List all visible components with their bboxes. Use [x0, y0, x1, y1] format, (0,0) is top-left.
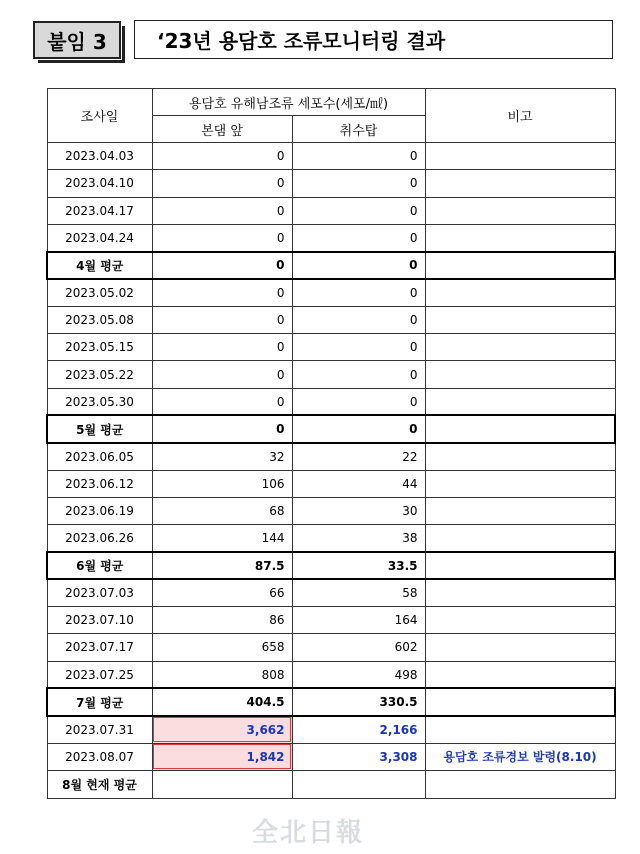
- site1-cell: 0: [152, 170, 292, 197]
- note-cell: [425, 579, 615, 606]
- site2-average: 0: [292, 252, 425, 279]
- note-cell: [425, 143, 615, 170]
- site1-cell: 0: [152, 306, 292, 333]
- table-row: [47, 306, 615, 333]
- date-cell: 2023.06.19: [47, 497, 152, 524]
- site2-cell: 22: [292, 443, 425, 470]
- date-cell: 2023.07.25: [47, 661, 152, 688]
- site1-cell: 144: [152, 525, 292, 552]
- note-cell: [425, 552, 615, 579]
- page-title-text: ‘23년 용담호 조류모니터링 결과: [157, 29, 446, 53]
- table-row: [47, 334, 615, 361]
- alert-note: 용담호 조류경보 발령(8.10): [425, 743, 615, 770]
- page-title: [134, 20, 613, 59]
- average-label: 5월 평균: [47, 415, 152, 442]
- site1-cell-highlighted: 1,842: [152, 743, 292, 770]
- table-row: [47, 579, 615, 606]
- note-cell: [425, 388, 615, 415]
- note-cell: [425, 525, 615, 552]
- note-cell: [425, 661, 615, 688]
- date-cell: 2023.06.05: [47, 443, 152, 470]
- site2-cell: 2,166: [292, 716, 425, 743]
- note-cell: [425, 497, 615, 524]
- site1-cell: 0: [152, 361, 292, 388]
- site1-cell: 68: [152, 497, 292, 524]
- table-row: [47, 743, 615, 770]
- site2-cell: 44: [292, 470, 425, 497]
- note-cell: [425, 361, 615, 388]
- table-row: [47, 361, 615, 388]
- site2-cell: 498: [292, 661, 425, 688]
- note-cell: [425, 197, 615, 224]
- site2-cell: 58: [292, 579, 425, 606]
- date-cell: 2023.05.15: [47, 334, 152, 361]
- note-cell: [425, 279, 615, 306]
- site2-average: 33.5: [292, 552, 425, 579]
- table-row: [47, 197, 615, 224]
- site2-cell: 0: [292, 388, 425, 415]
- date-cell: 2023.04.17: [47, 197, 152, 224]
- site2-cell: 3,308: [292, 743, 425, 770]
- date-cell: 2023.06.26: [47, 525, 152, 552]
- site1-cell: 0: [152, 224, 292, 251]
- date-cell: 2023.07.03: [47, 579, 152, 606]
- note-cell: [425, 607, 615, 634]
- site1-cell: 0: [152, 334, 292, 361]
- site2-cell: 38: [292, 525, 425, 552]
- site2-average: 0: [292, 415, 425, 442]
- site1-cell: 0: [152, 143, 292, 170]
- monthly-average-row: [47, 688, 615, 715]
- col-header-note: 비고: [425, 89, 615, 143]
- table-row: [47, 170, 615, 197]
- table-row: [47, 525, 615, 552]
- date-cell: 2023.05.22: [47, 361, 152, 388]
- date-cell: 2023.07.10: [47, 607, 152, 634]
- site1-average: 87.5: [152, 552, 292, 579]
- site1-cell: 808: [152, 661, 292, 688]
- table-row: [47, 279, 615, 306]
- note-cell: [425, 170, 615, 197]
- attachment-tag: [33, 21, 121, 59]
- table-row: [47, 661, 615, 688]
- site2-cell: 0: [292, 361, 425, 388]
- attachment-tag-label: 붙임 3: [47, 29, 107, 54]
- note-cell: [425, 415, 615, 442]
- note-cell: [425, 252, 615, 279]
- table-row: [47, 443, 615, 470]
- table-row: [47, 224, 615, 251]
- site1-average: 0: [152, 415, 292, 442]
- table-row: [47, 497, 615, 524]
- site1-cell: 66: [152, 579, 292, 606]
- note-cell: [425, 334, 615, 361]
- note-cell: [425, 634, 615, 661]
- date-cell: 2023.07.31: [47, 716, 152, 743]
- date-cell: 2023.04.24: [47, 224, 152, 251]
- site2-cell: 164: [292, 607, 425, 634]
- site1-average: 0: [152, 252, 292, 279]
- site1-cell: 86: [152, 607, 292, 634]
- table-row: [47, 607, 615, 634]
- col-header-site1: 본댐 앞: [152, 116, 292, 143]
- note-cell: [425, 688, 615, 715]
- newspaper-watermark: 全北日報: [252, 818, 365, 848]
- table-row: [47, 470, 615, 497]
- site1-cell: 0: [152, 388, 292, 415]
- site1-cell: 0: [152, 197, 292, 224]
- table-row: [47, 143, 615, 170]
- table-row: [47, 634, 615, 661]
- note-cell: [425, 470, 615, 497]
- average-label: 8월 현재 평균: [47, 770, 152, 798]
- note-cell: [425, 770, 615, 798]
- average-label: 6월 평균: [47, 552, 152, 579]
- header-row-1: [47, 89, 615, 116]
- site1-cell-highlighted: 3,662: [152, 716, 292, 743]
- date-cell: 2023.05.08: [47, 306, 152, 333]
- note-cell: [425, 224, 615, 251]
- date-cell: 2023.08.07: [47, 743, 152, 770]
- site2-cell: 0: [292, 197, 425, 224]
- site1-average: 404.5: [152, 688, 292, 715]
- site2-cell: 602: [292, 634, 425, 661]
- monthly-average-row: [47, 552, 615, 579]
- date-cell: 2023.04.10: [47, 170, 152, 197]
- note-cell: [425, 716, 615, 743]
- site2-cell: 0: [292, 170, 425, 197]
- site1-cell: 32: [152, 443, 292, 470]
- table-row: [47, 388, 615, 415]
- monthly-average-row: [47, 252, 615, 279]
- date-cell: 2023.04.03: [47, 143, 152, 170]
- average-label: 4월 평균: [47, 252, 152, 279]
- site2-average: 330.5: [292, 688, 425, 715]
- current-average-row: [47, 770, 615, 798]
- site2-cell: 30: [292, 497, 425, 524]
- site2-cell: 0: [292, 143, 425, 170]
- site2-cell: 0: [292, 334, 425, 361]
- site2-cell: 0: [292, 224, 425, 251]
- col-header-date: 조사일: [47, 89, 152, 143]
- site1-cell: 106: [152, 470, 292, 497]
- site1-average: [152, 770, 292, 798]
- note-cell: [425, 443, 615, 470]
- date-cell: 2023.06.12: [47, 470, 152, 497]
- site1-cell: 0: [152, 279, 292, 306]
- date-cell: 2023.05.02: [47, 279, 152, 306]
- note-cell: [425, 306, 615, 333]
- date-cell: 2023.07.17: [47, 634, 152, 661]
- col-header-site2: 취수탑: [292, 116, 425, 143]
- site1-cell: 658: [152, 634, 292, 661]
- date-cell: 2023.05.30: [47, 388, 152, 415]
- table-row: [47, 716, 615, 743]
- monthly-average-row: [47, 415, 615, 442]
- algae-monitoring-table: [46, 88, 616, 799]
- site2-cell: 0: [292, 306, 425, 333]
- average-label: 7월 평균: [47, 688, 152, 715]
- site2-average: [292, 770, 425, 798]
- site2-cell: 0: [292, 279, 425, 306]
- col-header-group: 용담호 유해남조류 세포수(세포/㎖): [152, 89, 425, 116]
